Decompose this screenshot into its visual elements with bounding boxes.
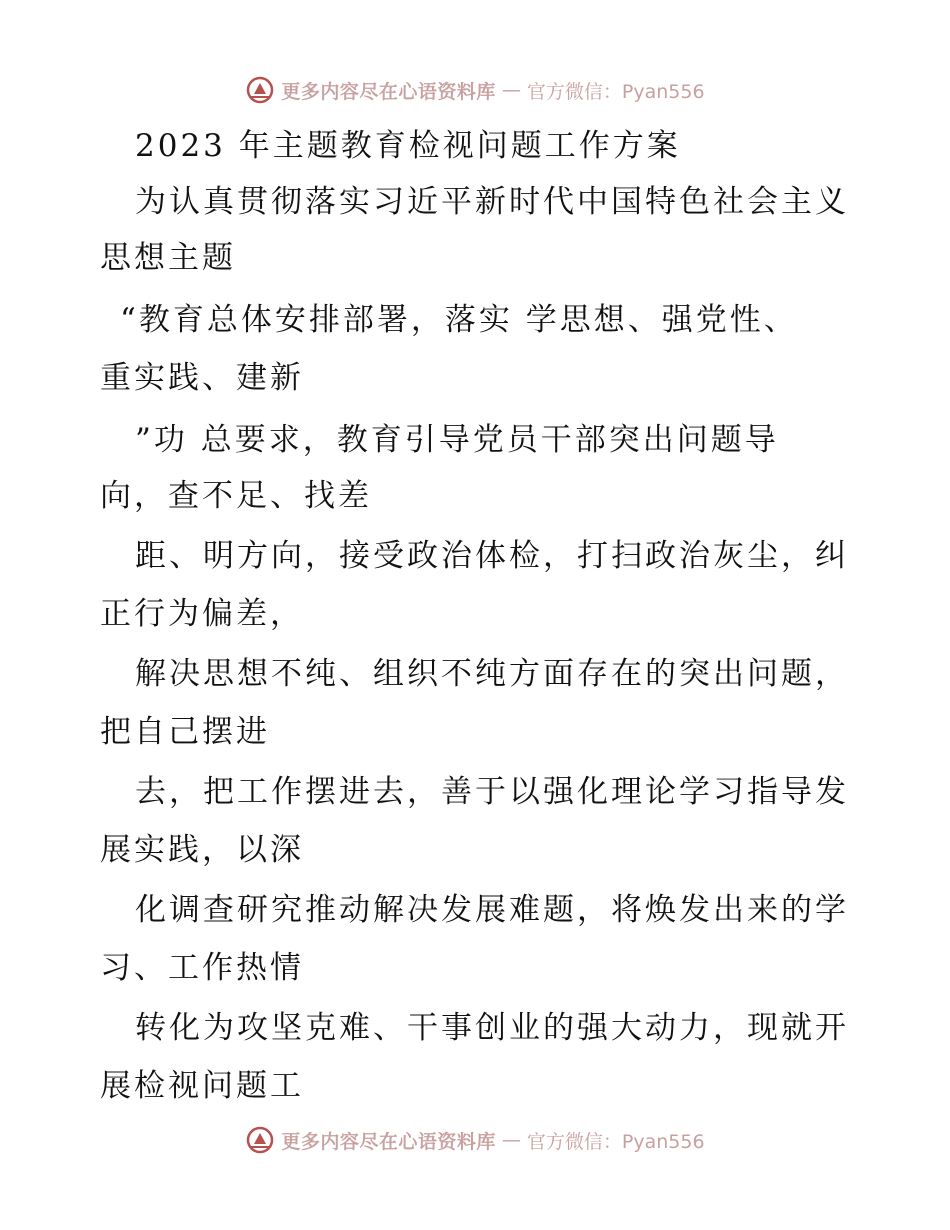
paragraph-line: 距、明方向，接受政治体检，打扫政治灰尘，纠 xyxy=(135,538,849,574)
red-book-seal-logo-icon xyxy=(245,75,275,105)
paragraph-line: 展检视问题工 xyxy=(100,1068,304,1104)
paragraph-line: 化调查研究推动解决发展难题，将焕发出来的学 xyxy=(135,892,849,928)
watermark-separator: — xyxy=(501,79,521,101)
watermark-text: 更多内容尽在心语资料库 xyxy=(281,80,496,103)
paragraph-line: 思想主题 xyxy=(100,240,236,276)
paragraph-line: 解决思想不纯、组织不纯方面存在的突出问题， xyxy=(135,656,849,692)
paragraph-line: 为认真贯彻落实习近平新时代中国特色社会主义 xyxy=(135,184,849,220)
paragraph-line: 转化为攻坚克难、干事创业的强大动力，现就开 xyxy=(135,1010,849,1046)
paragraph-line: 展实践，以深 xyxy=(100,832,304,868)
paragraph-line: 把自己摆进 xyxy=(100,714,270,750)
paragraph-line: 去，把工作摆进去，善于以强化理论学习指导发 xyxy=(135,774,849,810)
watermark-text: 更多内容尽在心语资料库 xyxy=(281,1130,496,1153)
red-book-seal-logo-icon xyxy=(245,1125,275,1155)
paragraph-line: 习、工作热情 xyxy=(100,950,304,986)
footer-watermark xyxy=(0,1120,950,1160)
paragraph-line: 重实践、建新 xyxy=(100,360,304,396)
paragraph-line: 正行为偏差， xyxy=(100,596,304,632)
document-title: 2023 年主题教育检视问题工作方案 xyxy=(135,128,681,164)
watermark-separator: — xyxy=(501,1129,521,1151)
watermark-contact: 官方微信：Pyan556 xyxy=(526,1130,705,1153)
paragraph-line: 向，查不足、找差 xyxy=(100,478,372,514)
paragraph-line: “教育总体安排部署，落实 学思想、强党性、 xyxy=(120,302,798,338)
header-watermark xyxy=(0,70,950,110)
watermark-contact: 官方微信：Pyan556 xyxy=(526,80,705,103)
paragraph-line: ”功 总要求，教育引导党员干部突出问题导 xyxy=(135,422,779,458)
